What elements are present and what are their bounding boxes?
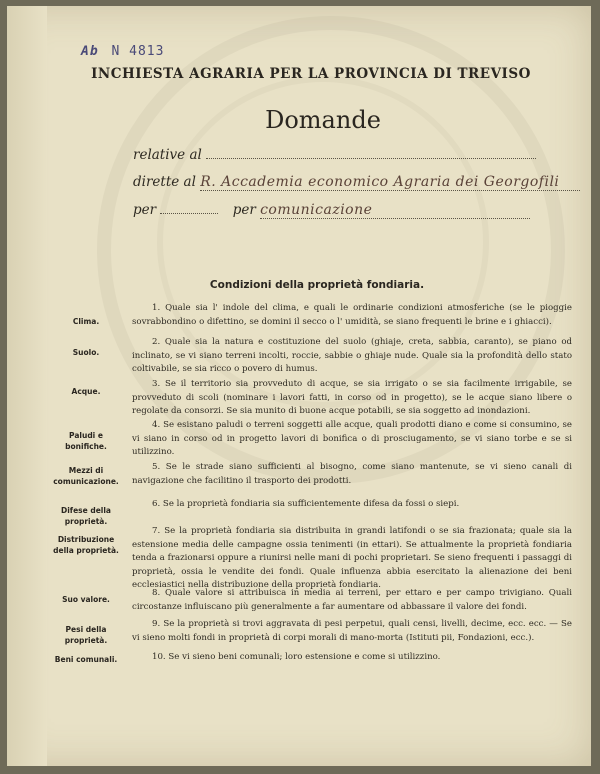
question-text: 6. Se la proprietà fondiaria sia sufficientemente difesa da fossi o siepi. [152,499,460,509]
question-label: Pesi della proprietà. [64,625,108,645]
form-row-relative [133,147,536,163]
form-row-per [133,202,530,219]
question-label: Difese della proprietà. [61,506,111,526]
dirette-blank [200,174,580,191]
survey-title: INCHIESTA AGRARIA PER LA PROVINCIA DI TREVISO [91,66,531,82]
relative-blank [206,158,536,159]
archive-mark [81,44,164,59]
question-text: 8. Quale valore si attribuisca in media ai terreni, per ettaro e per campo trivigiano. Quali circostanze influiscano più generalmente a far aumentare od abbassare il valore dei fondi. [132,588,572,612]
question-label: Acque. [71,387,101,396]
question-label: Distribuzione della proprietà. [53,535,119,555]
question-text: 10. Se vi sieno beni comunali; loro estensione e come si utilizzino. [152,652,441,662]
per-handwritten: comunicazione [260,202,373,218]
question-text: 5. Se le strade siano sufficienti al bisogno, come siano mantenute, se vi sieno canali di navigazione che facilitino il trasporto dei prodotti. [132,462,572,486]
question-label: Beni comunali. [54,655,118,664]
page-heading: Domande [265,106,381,134]
dirette-label: dirette al [133,174,196,190]
per-label-2: per [232,202,256,218]
question-label: Paludi e bonifiche. [65,431,107,451]
per-blank-1 [160,213,218,214]
question-text: 1. Quale sia l' indole del clima, e quali le ordinarie condizioni atmosferiche (se le pioggie sovrabbondino o difettino, se domini il secco o l' umidità, se siano frequenti le brine e i ghiacci). [132,303,572,327]
question-text: 3. Se il territorio sia provveduto di acque, se sia irrigato o se sia facilmente irrigabile, se provveduto di scoli (nominare i lavori fatti, in corso od in progetto), se le acque siano libere o regolate da consorzi. Se sia munito di buone acque potabili, se sia soggetto ad inondazioni. [132,379,572,416]
question-text: 9. Se la proprietà si trovi aggravata di pesi perpetui, quali censi, livelli, decime, ecc. ecc. — Se vi sieno molti fondi in proprietà di corpi morali di mano-morta (Istituti pii, Fondazioni, ecc.). [132,619,572,643]
relative-label: relative al [133,147,202,163]
question-text: 2. Quale sia la natura e costituzione del suolo (ghiaje, creta, sabbia, caranto), se piano od inclinato, se vi siano terreni incolti, roccie, sabbie o ghiaje nude. Quale sia la profondità dello stato coltivabile, se sia ricco o povero di humus. [132,337,572,374]
question-label: Suo valore. [62,595,110,604]
document-page [7,6,591,766]
dirette-handwritten: R. Accademia economico Agraria dei Georgofili [200,174,560,190]
archive-number: N 4813 [111,44,165,59]
per-blank-2 [260,202,530,219]
archive-prefix: Ab [81,44,99,59]
section-title: Condizioni della proprietà fondiaria. [209,279,425,291]
form-row-dirette [133,174,580,191]
question-label: Mezzi di comunicazione. [53,466,119,486]
question-label: Clima. [72,317,100,326]
question-text: 7. Se la proprietà fondiaria sia distribuita in grandi latifondi o se sia frazionata; quale sia la estensione media delle campagne ossia tenimenti (in ettari). Se attualmente la proprietà fondiaria tenda a frazionarsi oppure a riunirsi nelle mani di pochi proprietari. Se sieno frequenti i passaggi di proprietà, ossia le vendite dei fondi. Quale influenza abbia esercitato la alienazione dei beni ecclesiastici nella distribuzione della proprietà fondiaria. [132,526,572,590]
question-label: Suolo. [72,348,100,357]
question-text: 4. Se esistano paludi o terreni soggetti alle acque, quali prodotti diano e come si consumino, se vi siano in corso od in progetto lavori di bonifica o di prosciugamento, se vi siano torbe e se si utilizzino. [132,420,572,457]
per-label: per [133,202,157,218]
